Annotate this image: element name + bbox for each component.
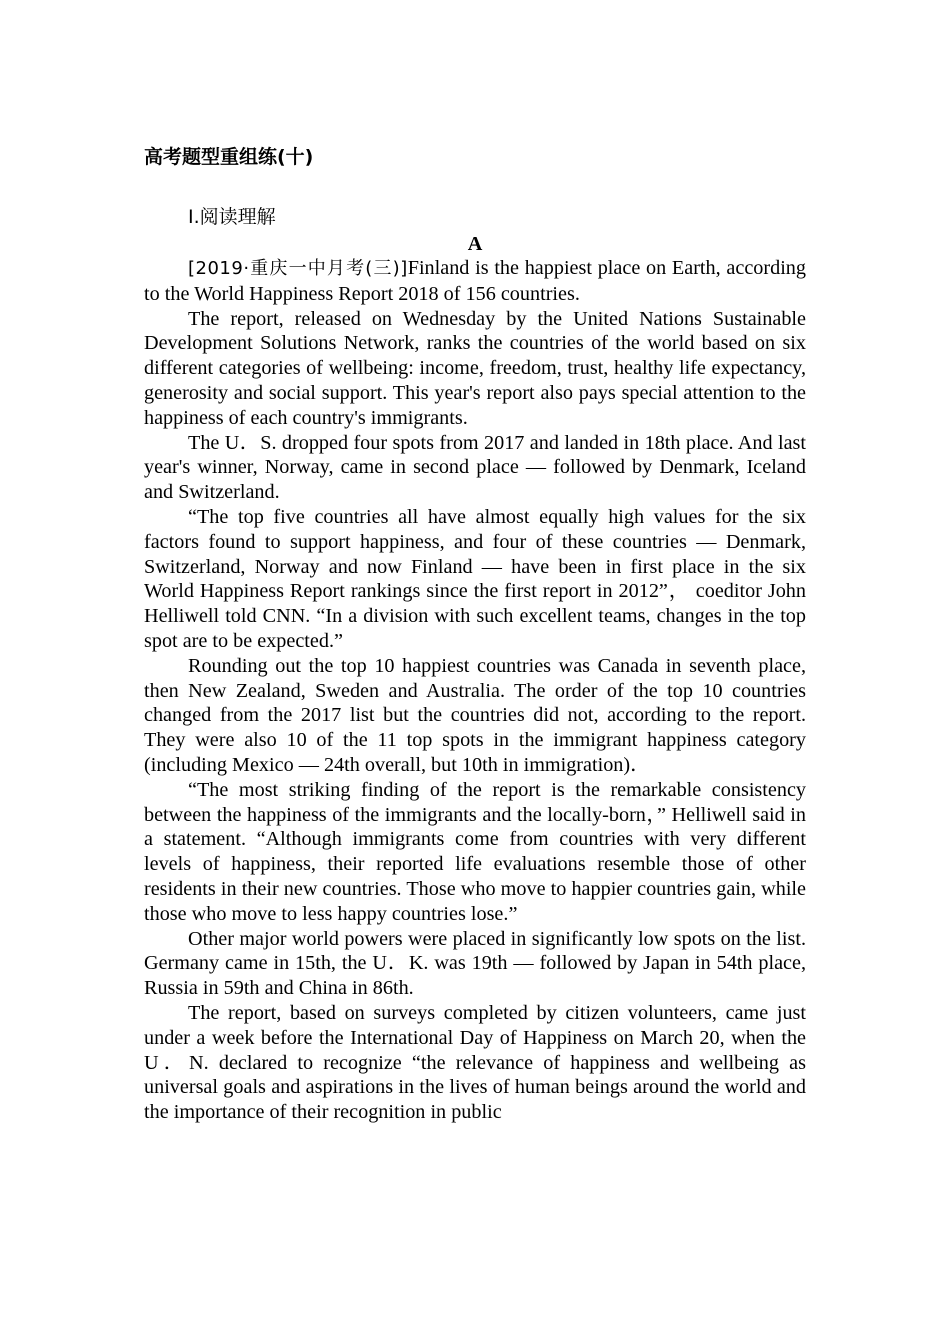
- paragraph-7: Other major world powers were placed in significantly low spots on the list. Germany came in 15th, the U．K. was 19th — followed by Japan in 54th place, Russia in 59th and China in 86th.: [144, 927, 806, 1000]
- paragraph-4: “The top five countries all have almost equally high values for the six factors found to support happiness, and four of these countries — Denmark, Switzerland, Norway and now Finland — have been in first place in the six World Happiness Report rankings since the first report in 2012”， coeditor John Helliwell told CNN. “In a division with such excellent teams, changes in the top spot are to be expected.”: [144, 505, 806, 652]
- paragraph-3: The U．S. dropped four spots from 2017 and landed in 18th place. And last year's winner, Norway, came in second place — followed by Denmark, Iceland and Switzerland.: [144, 431, 806, 504]
- passage-label: A: [467, 233, 483, 255]
- source-tag: [2019·重庆一中月考(三)]: [188, 258, 408, 279]
- paragraph-2: The report, released on Wednesday by the United Nations Sustainable Development Solutions Network, ranks the countries of the world based on six different categories of wellbeing: income, freedom, trust, healthy life expectancy, generosity and social support. This year's report also pays special attention to the happiness of each country's immigrants.: [144, 307, 806, 429]
- paragraph-6: “The most striking finding of the report is the remarkable consistency between the happiness of the immigrants and the locally-born，” Helliwell said in a statement. “Although immigrants come from countries with very different levels of happiness, their reported life evaluations resemble those of other residents in their new countries. Those who move to happier countries gain, while those who move to less happy countries lose.”: [144, 778, 806, 925]
- paragraph-5: Rounding out the top 10 happiest countries was Canada in seventh place, then New Zealand, Sweden and Australia. The order of the top 10 countries changed from the 2017 list but the countries did not, according to the report. They were also 10 of the 11 top spots in the immigrant happiness category (including Mexico — 24th overall, but 10th in immigration)．: [144, 654, 806, 776]
- paragraph-1-text: Finland is the happiest place on Earth, according to the World Happiness Report 2018 of 156 countries.: [144, 257, 806, 305]
- section-heading-reading: Ⅰ.阅读理解: [188, 206, 276, 228]
- document-title: 高考题型重组练(十): [144, 146, 314, 168]
- paragraph-1: [144, 256, 806, 307]
- paragraph-8: The report, based on surveys completed by citizen volunteers, came just under a week before the International Day of Happiness on March 20, when the U．N. declared to recognize “the relevance of happiness and wellbeing as universal goals and aspirations in the lives of human beings around the world and the importance of their recognition in public: [144, 1001, 806, 1124]
- document-page: [144, 140, 806, 1125]
